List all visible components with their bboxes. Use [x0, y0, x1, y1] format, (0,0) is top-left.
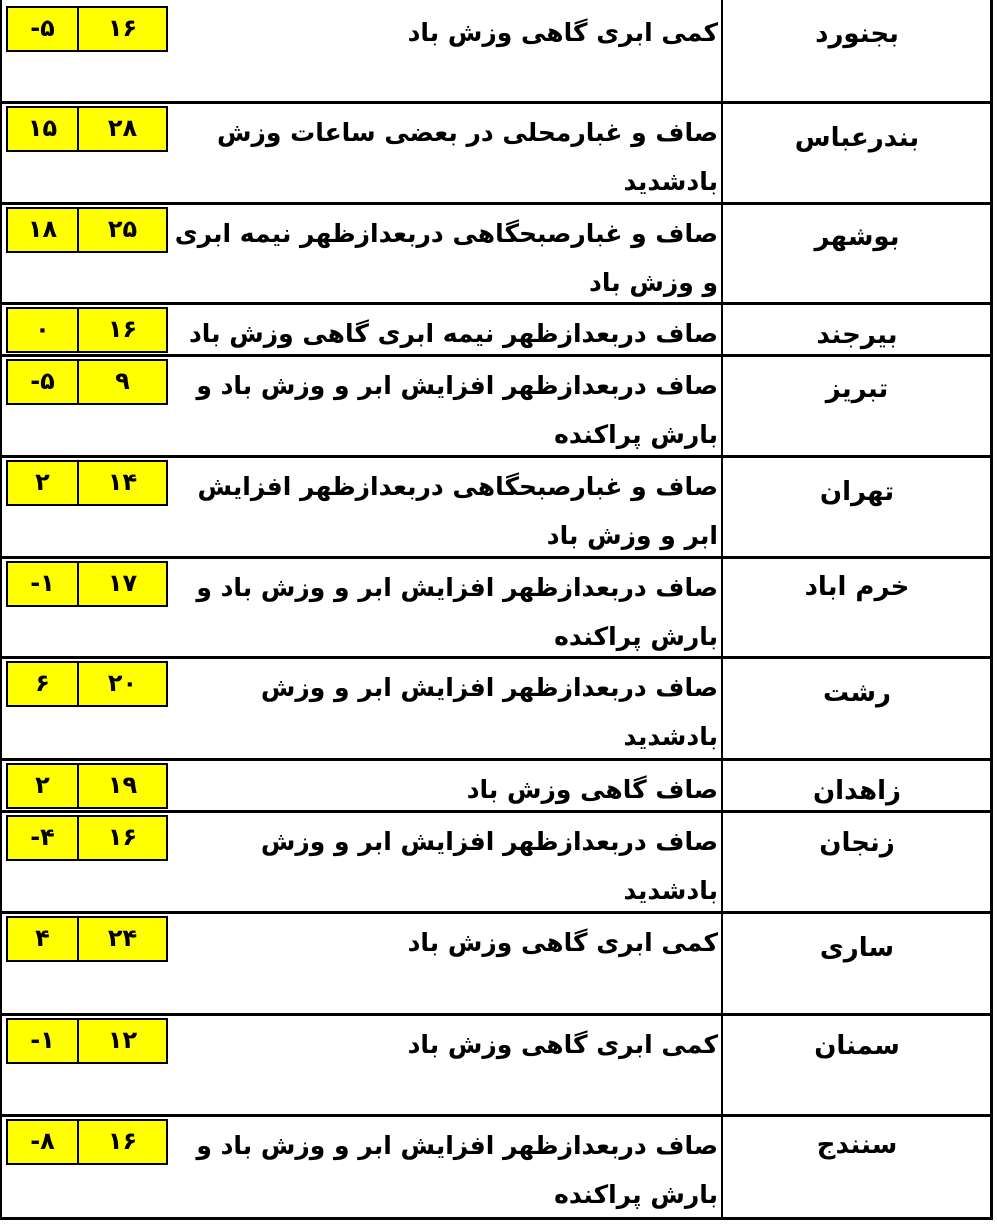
- max-temp-cell: ۱۷: [77, 561, 168, 607]
- min-temp-cell: ۴: [6, 916, 79, 962]
- weather-description: صاف دربعدازظهر افزایش ابر و وزش باد و بارش پراکنده: [196, 573, 718, 651]
- max-temp-cell: ۲۴: [77, 916, 168, 962]
- max-temp-cell: ۱۶: [77, 815, 168, 861]
- min-temp-cell: -۱: [6, 561, 79, 607]
- weather-description: صاف دربعدازظهر نیمه ابری گاهی وزش باد: [188, 319, 718, 348]
- max-temp-cell: ۱۹: [77, 763, 168, 809]
- min-temp-cell: -۴: [6, 815, 79, 861]
- min-temp-cell: ۲: [6, 460, 79, 506]
- max-temp-cell: ۱۶: [77, 1119, 168, 1165]
- min-temp-cell: -۵: [6, 359, 79, 405]
- city-name: ساری: [819, 933, 895, 963]
- min-temp-cell: ۱۸: [6, 207, 79, 253]
- city-name: بجنورد: [815, 19, 899, 49]
- city-name: بوشهر: [814, 222, 900, 252]
- max-temp-cell: ۱۲: [77, 1018, 168, 1064]
- city-name: سمنان: [814, 1031, 900, 1061]
- table-row: [0, 761, 997, 810]
- table-row: [0, 205, 997, 302]
- weather-description: کمی ابری گاهی وزش باد: [407, 1030, 718, 1059]
- max-temp-cell: ۲۵: [77, 207, 168, 253]
- max-temp-cell: ۹: [77, 359, 168, 405]
- city-name: تهران: [819, 477, 895, 507]
- city-name: زاهدان: [812, 776, 902, 806]
- weather-description: صاف دربعدازظهر افزایش ابر و وزش بادشدید: [260, 827, 718, 905]
- city-name: بیرجند: [816, 320, 898, 350]
- weather-description: صاف دربعدازظهر افزایش ابر و وزش باد و بارش پراکنده: [196, 1131, 718, 1209]
- max-temp-cell: ۲۸: [77, 106, 168, 152]
- max-temp-cell: ۱۶: [77, 6, 168, 52]
- weather-description: صاف و غبارصبحگاهی دربعدازظهر افزایش ابر و وزش باد: [197, 472, 718, 550]
- table-row: [0, 357, 997, 455]
- max-temp-cell: ۲۰: [77, 661, 168, 707]
- table-row: [0, 458, 997, 556]
- table-row: [0, 1117, 997, 1217]
- weather-description: صاف گاهی وزش باد: [466, 775, 718, 804]
- max-temp-cell: ۱۴: [77, 460, 168, 506]
- table-row: [0, 914, 997, 1013]
- city-name: بندرعباس: [794, 123, 920, 153]
- weather-description: صاف و غبارصبحگاهی دربعدازظهر نیمه ابری و وزش باد: [174, 219, 718, 297]
- row-divider: [0, 1217, 993, 1220]
- column-divider: [0, 0, 2, 1220]
- city-name: رشت: [822, 678, 892, 708]
- table-row: [0, 559, 997, 656]
- weather-description: صاف و غبارمحلی در بعضی ساعات وزش بادشدید: [216, 118, 718, 196]
- table-row: [0, 659, 997, 758]
- weather-description: صاف دربعدازظهر افزایش ابر و وزش بادشدید: [260, 673, 718, 751]
- column-divider: [990, 0, 993, 1220]
- table-row: [0, 104, 997, 202]
- city-name: تبریز: [825, 374, 889, 404]
- column-divider: [721, 0, 723, 1220]
- min-temp-cell: -۸: [6, 1119, 79, 1165]
- min-temp-cell: ۱۵: [6, 106, 79, 152]
- city-name: خرم اباد: [804, 572, 910, 602]
- city-name: زنجان: [819, 828, 895, 858]
- table-row: [0, 0, 997, 101]
- table-row: [0, 813, 997, 911]
- weather-description: صاف دربعدازظهر افزایش ابر و وزش باد و بارش پراکنده: [196, 371, 718, 449]
- table-row: [0, 1016, 997, 1114]
- min-temp-cell: -۱: [6, 1018, 79, 1064]
- min-temp-cell: ۶: [6, 661, 79, 707]
- weather-description: کمی ابری گاهی وزش باد: [407, 18, 718, 47]
- table-row: [0, 305, 997, 354]
- min-temp-cell: ۰: [6, 307, 79, 353]
- min-temp-cell: ۲: [6, 763, 79, 809]
- min-temp-cell: -۵: [6, 6, 79, 52]
- weather-description: کمی ابری گاهی وزش باد: [407, 928, 718, 957]
- max-temp-cell: ۱۶: [77, 307, 168, 353]
- city-name: سنندج: [816, 1130, 898, 1160]
